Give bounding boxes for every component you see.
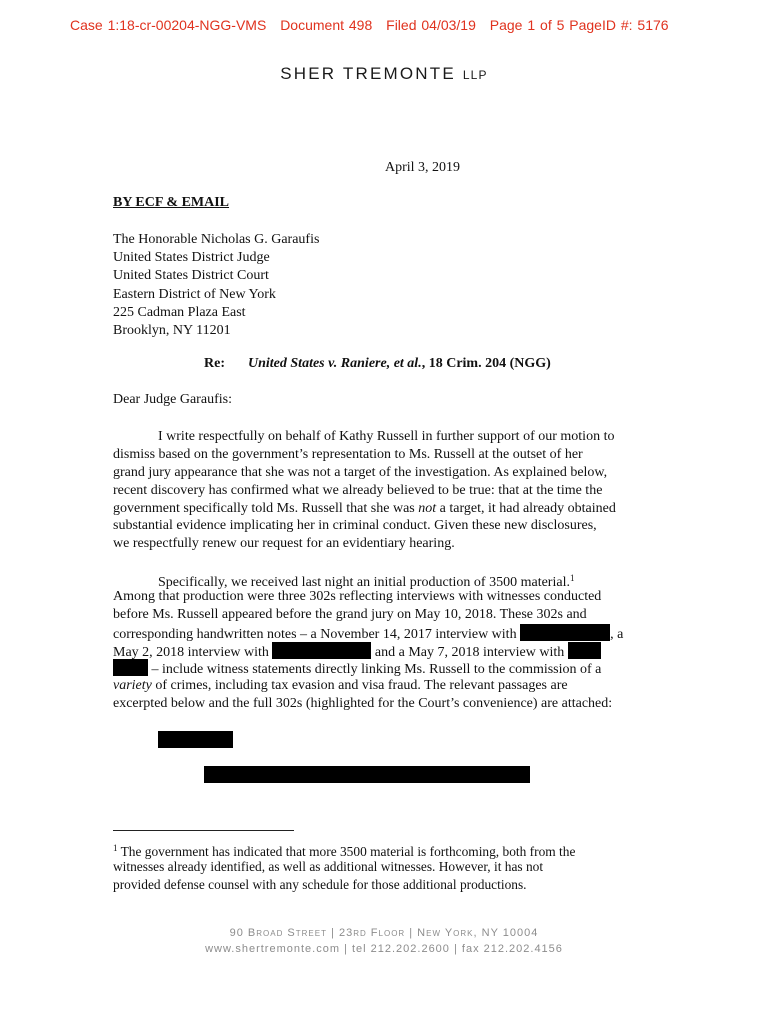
footnote xyxy=(113,840,575,893)
re-label: Re: xyxy=(204,356,225,371)
paragraph-line: May 2, 2018 interview with xyxy=(113,644,273,660)
footnote-separator xyxy=(113,830,294,831)
delivery-method: BY ECF & EMAIL xyxy=(113,195,230,210)
address-line: 225 Cadman Plaza East xyxy=(113,304,246,320)
document-number: Document 498 xyxy=(280,17,373,33)
address-line: Brooklyn, NY 11201 xyxy=(113,323,231,339)
footer-contact: www.shertremonte.com | tel 212.202.2600 | fax 212.202.4156 xyxy=(205,943,563,955)
redaction-bar xyxy=(568,642,601,659)
case-name: United States v. Raniere, et al. xyxy=(248,356,422,371)
paragraph-line: – include witness statements directly linking Ms. Russell to the commission of a xyxy=(148,662,602,678)
address-line: The Honorable Nicholas G. Garaufis xyxy=(113,232,320,247)
footnote-line: The government has indicated that more 3500 material is forthcoming, both from the xyxy=(117,844,576,859)
paragraph-line: before Ms. Russell appeared before the grand jury on May 10, 2018. These 302s and xyxy=(113,606,587,622)
emphasis: variety xyxy=(113,678,152,694)
paragraph-line: excerpted below and the full 302s (highlighted for the Court’s convenience) are attached: xyxy=(113,696,613,712)
firm-name: SHER TREMONTE xyxy=(280,64,456,83)
paragraph-line: dismiss based on the government’s representation to Ms. Russell at the outset of her xyxy=(113,446,583,462)
paragraph-line: , a xyxy=(610,626,624,642)
address-line: United States District Court xyxy=(113,268,269,284)
redaction-bar xyxy=(520,624,610,641)
paragraph-line: government specifically told Ms. Russell that she was xyxy=(113,500,419,516)
redaction-bar xyxy=(158,731,233,748)
address-line: Eastern District of New York xyxy=(113,286,276,302)
paragraph-line: grand jury appearance that she was not a target of the investigation. As explained below, xyxy=(113,464,608,480)
footer-address: 90 Broad Street | 23rd Floor | New York, NY 10004 xyxy=(229,927,539,939)
firm-suffix: LLP xyxy=(462,68,488,82)
paragraph-line: substantial evidence implicating her in criminal conduct. Given these new disclosures, xyxy=(113,518,597,534)
footnote-number: 1 xyxy=(113,843,118,853)
salutation: Dear Judge Garaufis: xyxy=(113,392,232,407)
paragraph-line: I write respectfully on behalf of Kathy Russell in further support of our motion to xyxy=(158,429,615,444)
redaction-bar xyxy=(204,766,530,783)
paragraph-line: recent discovery has confirmed what we already believed to be true: that at the time the xyxy=(113,482,603,498)
ecf-filing-header xyxy=(70,17,678,33)
page-info: Page 1 of 5 PageID #: 5176 xyxy=(489,17,669,33)
redaction-bar xyxy=(113,659,148,676)
footnote-line: provided defense counsel with any schedule for those additional productions. xyxy=(113,876,527,892)
letter-date: April 3, 2019 xyxy=(385,160,461,175)
body-paragraph-1 xyxy=(113,428,616,553)
paragraph-line: a target, it had already obtained xyxy=(436,500,616,516)
recipient-address xyxy=(113,231,319,340)
paragraph-line: corresponding handwritten notes – a November 14, 2017 interview with xyxy=(113,626,521,642)
paragraph-line: of crimes, including tax evasion and visa fraud. The relevant passages are xyxy=(151,678,568,694)
paragraph-line: Specifically, we received last night an initial production of 3500 material. xyxy=(158,575,570,590)
footnote-reference: 1 xyxy=(569,573,575,583)
subject-line xyxy=(204,356,551,372)
footnote-line: witnesses already identified, as well as additional witnesses. However, it has not xyxy=(113,858,544,874)
paragraph-line: and a May 7, 2018 interview with xyxy=(371,644,568,660)
case-number: Case 1:18-cr-00204-NGG-VMS xyxy=(70,17,267,33)
paragraph-line: Among that production were three 302s reflecting interviews with witnesses conducted xyxy=(113,588,602,604)
address-line: United States District Judge xyxy=(113,250,270,266)
redaction-bar xyxy=(272,642,371,659)
paragraph-line: we respectfully renew our request for an evidentiary hearing. xyxy=(113,536,455,552)
letterhead xyxy=(0,64,768,84)
case-citation: , 18 Crim. 204 (NGG) xyxy=(421,356,551,371)
filed-date: Filed 04/03/19 xyxy=(386,17,476,33)
body-paragraph-2 xyxy=(113,570,623,713)
emphasis: not xyxy=(418,500,437,516)
